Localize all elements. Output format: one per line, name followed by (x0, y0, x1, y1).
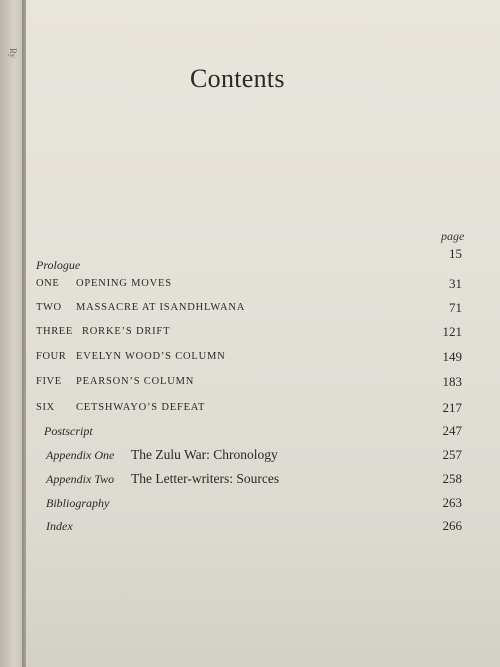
page-column-label: page (441, 229, 465, 243)
toc-page-number: 121 (442, 324, 462, 339)
toc-entry-appendix-two (0, 469, 500, 489)
chapter-title: RORKE’S DRIFT (82, 326, 171, 337)
toc-entry-chapter-two (0, 298, 500, 318)
chapter-number: ONE (36, 278, 60, 289)
toc-entry-chapter-one (0, 274, 500, 294)
chapter-title: PEARSON’S COLUMN (76, 376, 195, 387)
appendix-title: The Zulu War: Chronology (131, 447, 278, 462)
chapter-title: OPENING MOVES (76, 278, 172, 289)
toc-entry-index (0, 516, 500, 536)
toc-page-number: 247 (442, 423, 462, 438)
toc-entry-prologue-label (0, 255, 500, 275)
toc-entry-bibliography (0, 493, 500, 513)
toc-label: Index (46, 519, 73, 533)
toc-entry-appendix-one (0, 445, 500, 465)
toc-page-number: 217 (442, 400, 462, 415)
appendix-label: Appendix Two (46, 472, 115, 486)
appendix-title: The Letter-writers: Sources (131, 471, 280, 486)
chapter-title: MASSACRE AT ISANDHLWANA (76, 302, 246, 313)
chapter-number: FOUR (36, 351, 67, 362)
facing-page-bleed-text: Ry (8, 48, 18, 59)
toc-entry-chapter-five (0, 372, 500, 392)
chapter-number: FIVE (36, 376, 62, 387)
toc-label: Postscript (44, 424, 93, 438)
appendix-label: Appendix One (46, 448, 115, 462)
toc-entry-chapter-three (0, 322, 500, 342)
toc-page-number: 258 (442, 471, 462, 486)
chapter-number: SIX (36, 402, 55, 413)
toc-page-number: 15 (449, 246, 462, 261)
chapter-number: TWO (36, 302, 62, 313)
toc-page-number: 71 (449, 300, 462, 315)
toc-entry-chapter-six (0, 398, 500, 418)
toc-page-number: 31 (449, 276, 462, 291)
toc-page-number: 266 (442, 518, 462, 533)
toc-entry-postscript (0, 421, 500, 441)
toc-page-number: 257 (442, 447, 462, 462)
toc-entry-chapter-four (0, 347, 500, 367)
toc-label: Bibliography (46, 496, 110, 510)
chapter-number: THREE (36, 326, 73, 337)
toc-page-number: 183 (442, 374, 462, 389)
toc-page-number: 149 (442, 349, 462, 364)
page-title: Contents (190, 64, 285, 93)
toc-page-number: 263 (442, 495, 462, 510)
toc-label: Prologue (36, 258, 81, 272)
chapter-title: EVELYN WOOD’S COLUMN (76, 351, 226, 362)
chapter-title: CETSHWAYO’S DEFEAT (76, 402, 206, 413)
